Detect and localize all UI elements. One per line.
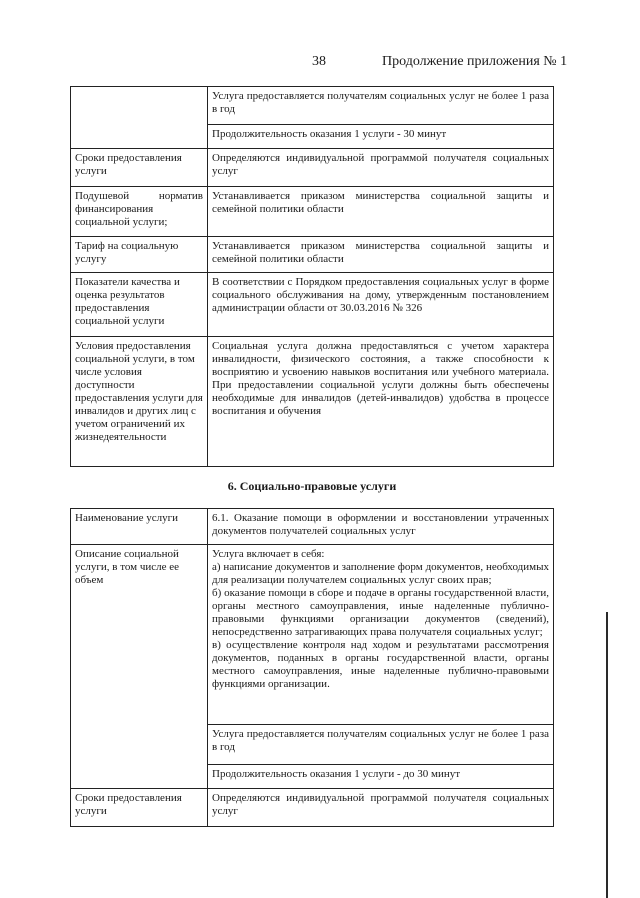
value-cell: В соответствии с Порядком предоставления социальных услуг в форме социального обслуживания на дому, утвержденным постановлением администрации области от 30.03.2016 № 326: [208, 273, 554, 337]
section-title: 6. Социально-правовые услуги: [227, 479, 397, 493]
label-cell: Тариф на социальную услугу: [71, 237, 208, 273]
page-number: 38: [312, 54, 326, 69]
label-cell: [71, 125, 208, 149]
value-cell: Продолжительность оказания 1 услуги - 30 минут: [208, 125, 554, 149]
label-cell: [71, 725, 208, 765]
table-row: [71, 725, 554, 765]
label-cell: Показатели качества и оценка результатов предоставления социальной услуги: [71, 273, 208, 337]
value-cell: Устанавливается приказом министерства социальной защиты и семейной политики области: [208, 187, 554, 237]
terms-cell: Определяются индивидуальной программой получателя социальных услуг: [208, 789, 554, 827]
label-cell: [71, 87, 208, 125]
scan-edge-line: [606, 612, 608, 898]
label-cell: Условия предоставления социальной услуги, в том числе условия доступности предоставления услуги для инвалидов и других лиц с учетом ограничений их жизнедеятельности: [71, 337, 208, 467]
description-line: в) осуществление контроля над ходом и результатами рассмотрения документов, поданных в органы государственной власти, органы местного самоуправления, иные наделенные публично-правовыми функциями организации.: [212, 639, 549, 690]
table-row: [71, 789, 554, 827]
label-cell: Сроки предоставления услуги: [71, 149, 208, 187]
label-cell: Описание социальной услуги, в том числе ее объем: [71, 545, 208, 725]
duration-cell: Продолжительность оказания 1 услуги - до 30 минут: [208, 765, 554, 789]
table-row: [71, 87, 554, 125]
value-cell: Социальная услуга должна предоставляться с учетом характера инвалидности, физического состояния, а также способности к восприятию и усвоению навыков воспитания или учебного материала. При предоставлении социальной услуги должны быть обеспечены необходимые для инвалидов (детей-инвалидов) удобства в процессе воспитания и обучения: [208, 337, 554, 467]
table-row: [71, 509, 554, 545]
table-row: [71, 149, 554, 187]
services-table-continued: [70, 86, 554, 467]
legal-services-table: [70, 508, 554, 827]
table-row: [71, 273, 554, 337]
value-cell: Услуга предоставляется получателям социальных услуг не более 1 раза в год: [208, 87, 554, 125]
label-cell: [71, 765, 208, 789]
value-cell: Устанавливается приказом министерства социальной защиты и семейной политики области: [208, 237, 554, 273]
page-header-title: Продолжение приложения № 1: [382, 54, 568, 69]
table-row: [71, 187, 554, 237]
label-cell: Подушевой норматив финансирования социальной услуги;: [71, 187, 208, 237]
description-line: б) оказание помощи в сборе и подаче в органы государственной власти, органы местного самоуправления, иные наделенные публично-правовыми функциями организации документов (сведений), непосредственно затрагивающих права получателя социальных услуг;: [212, 587, 549, 638]
service-name-cell: 6.1. Оказание помощи в оформлении и восстановлении утраченных документов получателей социальных услуг: [208, 509, 554, 545]
table-row: [71, 337, 554, 467]
label-cell: Сроки предоставления услуги: [71, 789, 208, 827]
table-row: [71, 125, 554, 149]
description-line: а) написание документов и заполнение форм документов, необходимых для реализации получателем социальных услуг своих прав;: [212, 561, 549, 586]
label-cell: Наименование услуги: [71, 509, 208, 545]
service-description-cell: [208, 545, 554, 725]
table-row: [71, 545, 554, 725]
description-line: Услуга включает в себя:: [212, 548, 325, 560]
table-row: [71, 237, 554, 273]
table-row: [71, 765, 554, 789]
value-cell: Определяются индивидуальной программой получателя социальных услуг: [208, 149, 554, 187]
frequency-cell: Услуга предоставляется получателям социальных услуг не более 1 раза в год: [208, 725, 554, 765]
